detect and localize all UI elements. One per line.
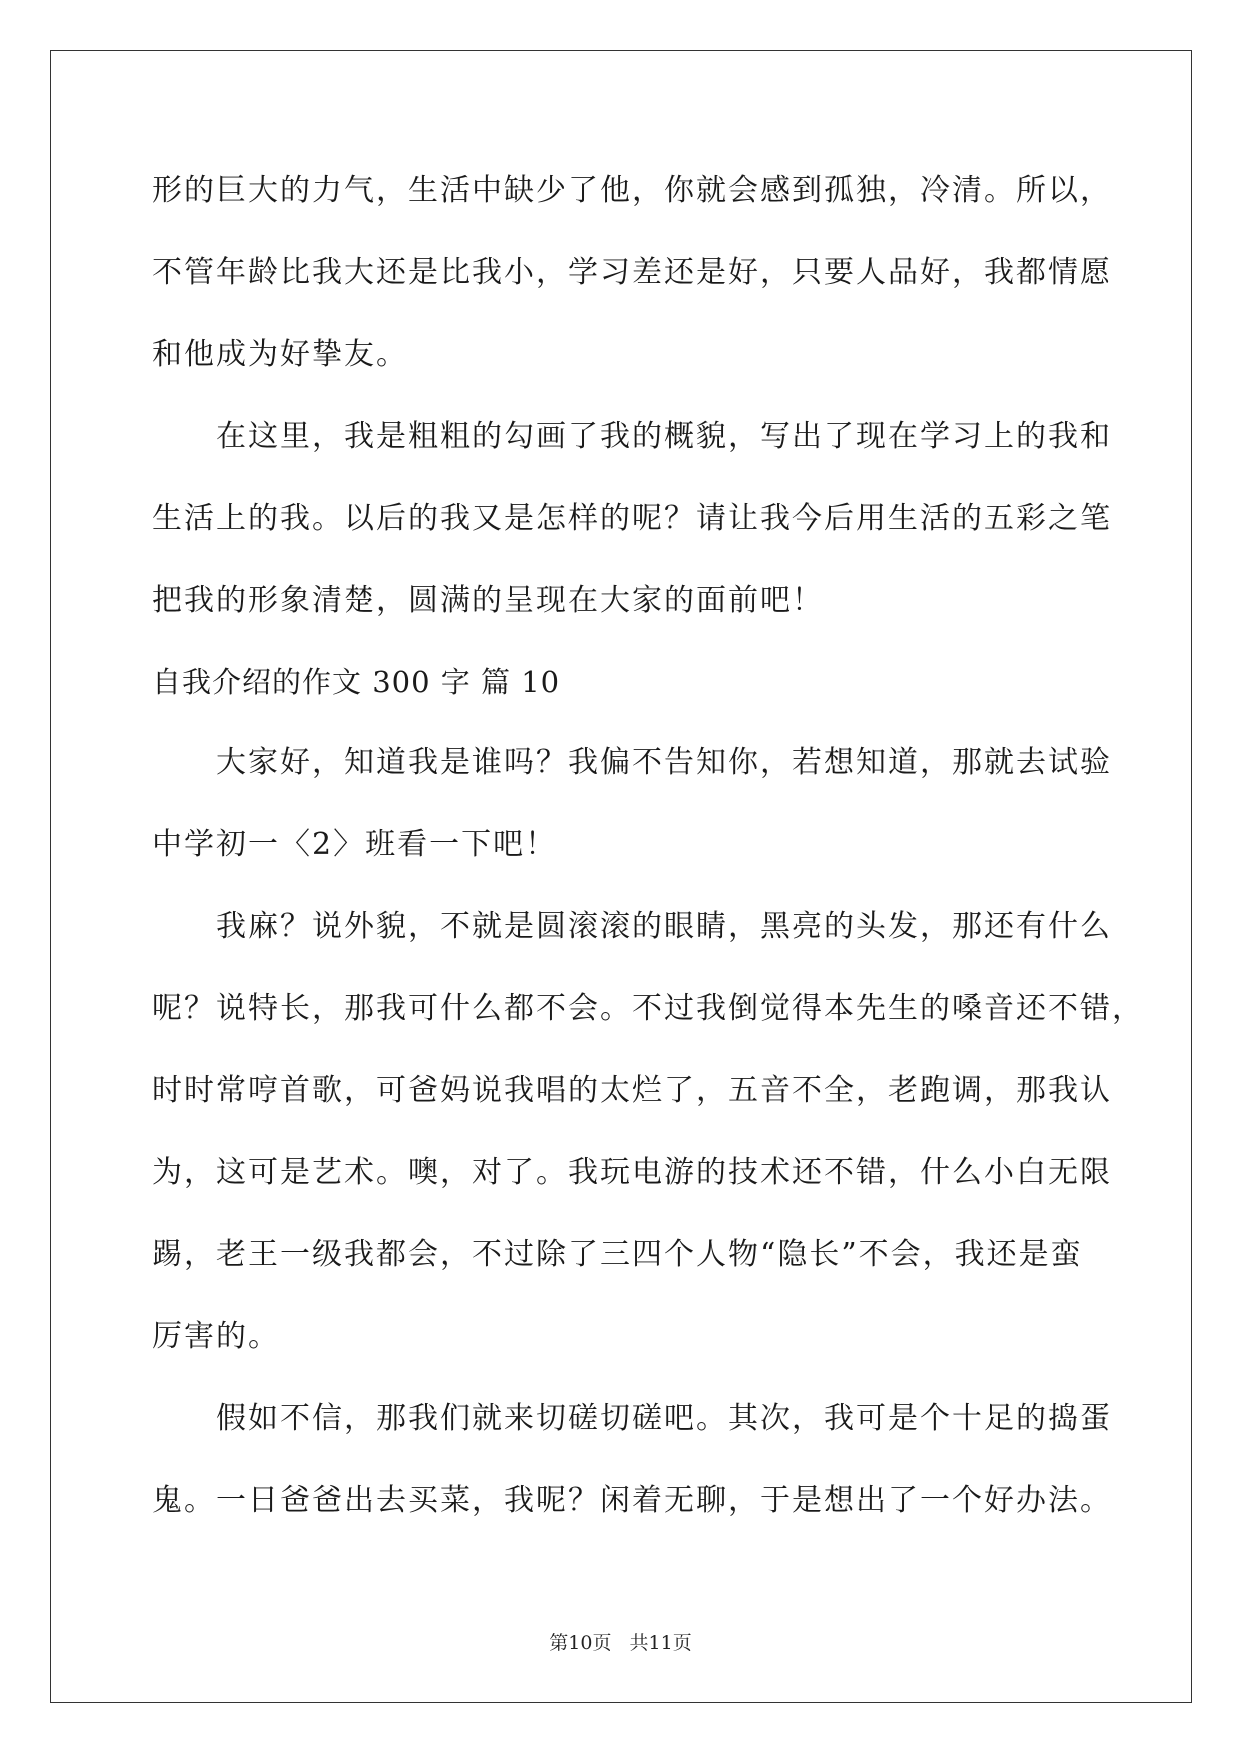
text-line: 在这里，我是粗粗的勾画了我的概貌，写出了现在学习上的我和 xyxy=(216,419,1112,454)
section-heading: 自我介绍的作文 300 字 篇 10 xyxy=(152,665,561,699)
text-line: 和他成为好挚友。 xyxy=(152,337,408,372)
total-pages: 共11页 xyxy=(629,1632,692,1654)
text-line: 不管年龄比我大还是比我小，学习差还是好，只要人品好，我都情愿 xyxy=(152,255,1112,290)
text-line: 把我的形象清楚，圆满的呈现在大家的面前吧！ xyxy=(152,583,824,618)
text-line: 假如不信，那我们就来切磋切磋吧。其次，我可是个十足的捣蛋 xyxy=(216,1401,1112,1436)
text-line: 厉害的。 xyxy=(152,1319,280,1354)
document-body xyxy=(152,150,1144,1542)
text-line: 踢，老王一级我都会，不过除了三四个人物“隐长”不会，我还是蛮 xyxy=(152,1237,1083,1272)
text-line: 我麻？说外貌，不就是圆滚滚的眼睛，黑亮的头发，那还有什么 xyxy=(216,909,1112,944)
text-line: 生活上的我。以后的我又是怎样的呢？请让我今后用生活的五彩之笔 xyxy=(152,501,1112,536)
text-line: 中学初一〈2〉班看一下吧！ xyxy=(152,827,558,862)
page-footer xyxy=(0,1628,1241,1655)
current-page-number: 第10页 xyxy=(549,1632,612,1654)
text-line: 大家好，知道我是谁吗？我偏不告知你，若想知道，那就去试验 xyxy=(216,745,1112,780)
text-line: 呢？说特长，那我可什么都不会。不过我倒觉得本先生的嗓音还不错， xyxy=(152,991,1144,1026)
text-line: 为，这可是艺术。噢，对了。我玩电游的技术还不错，什么小白无限 xyxy=(152,1155,1112,1190)
text-line: 鬼。一日爸爸出去买菜，我呢？闲着无聊，于是想出了一个好办法。 xyxy=(152,1483,1112,1518)
text-line: 时时常哼首歌，可爸妈说我唱的太烂了，五音不全，老跑调，那我认 xyxy=(152,1073,1112,1108)
text-line: 形的巨大的力气，生活中缺少了他，你就会感到孤独，冷清。所以， xyxy=(152,173,1112,208)
